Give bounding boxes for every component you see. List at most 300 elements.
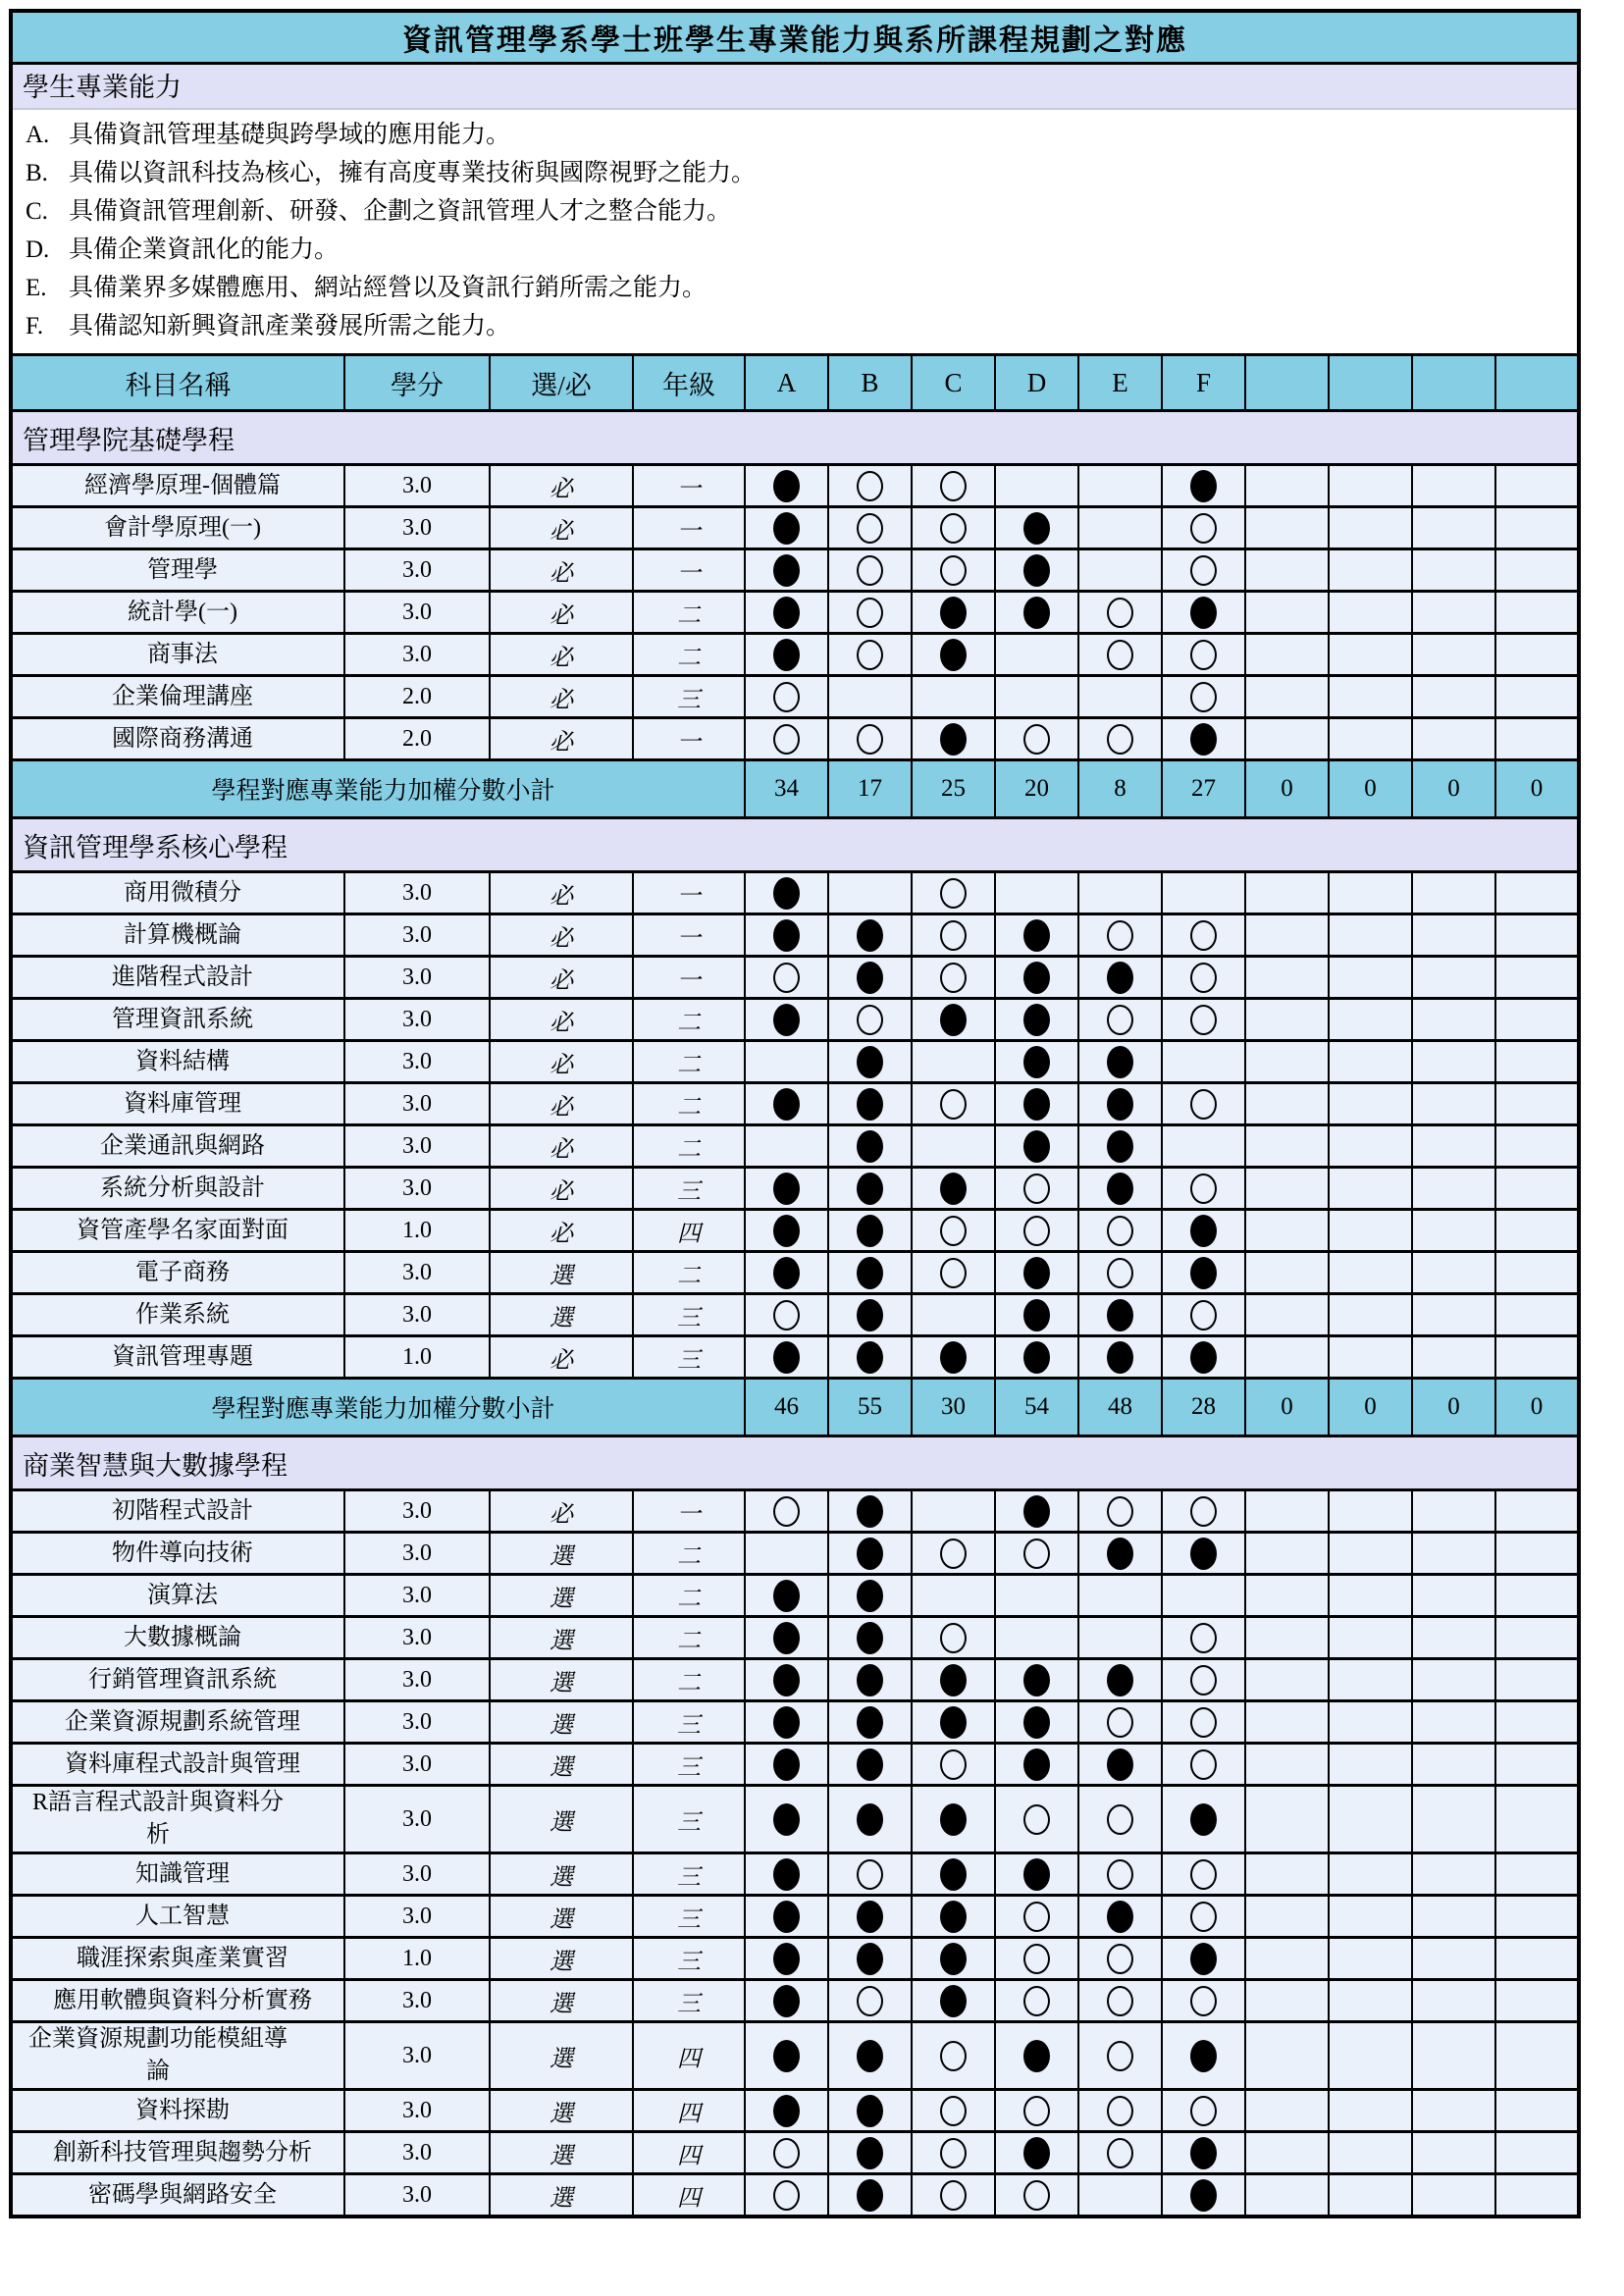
mark-cell (995, 1701, 1078, 1744)
year-cell: 四 (633, 2174, 745, 2218)
mark-cell (1245, 549, 1329, 592)
mark-cell (912, 465, 995, 507)
abilities-row (11, 64, 1579, 355)
subtotal-value-cell: 17 (828, 760, 912, 818)
header-cell-empty (1329, 355, 1412, 411)
mark-hollow-icon (1190, 555, 1217, 586)
mark-filled-icon (1107, 1341, 1133, 1374)
mark-cell (912, 507, 995, 549)
mark-filled-icon (773, 1257, 800, 1289)
mark-hollow-icon (940, 1216, 967, 1246)
ability-text: 具備資訊管理基礎與跨學域的應用能力。 (69, 122, 511, 148)
year-cell: 四 (633, 1210, 745, 1252)
mark-hollow-icon (857, 1859, 883, 1890)
mark-cell (1245, 2022, 1329, 2090)
mark-filled-icon (1107, 1901, 1133, 1933)
mark-cell (1329, 914, 1412, 957)
mark-filled-icon (1190, 2040, 1217, 2072)
mark-cell (995, 507, 1078, 549)
mark-cell (1495, 1125, 1579, 1168)
course-name-cell: 物件導向技術 (11, 1533, 344, 1575)
mark-cell (995, 1786, 1078, 1853)
course-type-cell: 選 (490, 1252, 633, 1294)
mark-cell (1329, 507, 1412, 549)
mark-cell (1412, 1575, 1495, 1617)
mark-cell (1078, 1083, 1162, 1125)
mark-cell (995, 2174, 1078, 2218)
mark-cell (745, 2090, 828, 2132)
credits-cell: 3.0 (344, 1533, 490, 1575)
mark-filled-icon (1023, 962, 1050, 994)
course-type-cell: 選 (490, 1938, 633, 1980)
header-cell-empty (1412, 355, 1495, 411)
ability-letter: A. (26, 122, 50, 148)
mark-filled-icon (1107, 1130, 1133, 1163)
subtotal-value-cell: 27 (1162, 760, 1245, 818)
credits-cell: 3.0 (344, 1252, 490, 1294)
mark-cell (1412, 549, 1495, 592)
mark-cell (828, 1210, 912, 1252)
mark-cell (1162, 676, 1245, 718)
mark-filled-icon (857, 2040, 883, 2072)
mark-hollow-icon (857, 640, 883, 670)
course-type-cell: 選 (490, 1575, 633, 1617)
course-type-cell: 選 (490, 2174, 633, 2218)
mark-cell (1329, 957, 1412, 999)
mark-filled-icon (773, 877, 800, 910)
mark-cell (1495, 634, 1579, 676)
mark-filled-icon (857, 1538, 883, 1570)
mark-hollow-icon (857, 471, 883, 501)
mark-cell (912, 1744, 995, 1786)
course-type-cell: 必 (490, 676, 633, 718)
course-row (11, 999, 1579, 1041)
subtotal-value-cell: 48 (1078, 1379, 1162, 1436)
course-row (11, 1336, 1579, 1379)
course-row (11, 1210, 1579, 1252)
mark-filled-icon (857, 1341, 883, 1374)
mark-cell (995, 999, 1078, 1041)
course-name-cell: 職涯探索與產業實習 (11, 1938, 344, 1980)
course-type-cell: 選 (490, 2022, 633, 2090)
abilities-section (11, 64, 1579, 355)
mark-cell (745, 1336, 828, 1379)
mark-cell (1412, 872, 1495, 914)
course-name-cell: 大數據概論 (11, 1617, 344, 1659)
mark-filled-icon (773, 1985, 800, 2017)
mark-cell (912, 872, 995, 914)
mark-cell (1495, 999, 1579, 1041)
course-name-cell: 進階程式設計 (11, 957, 344, 999)
mark-filled-icon (857, 1943, 883, 1975)
mark-cell (995, 1896, 1078, 1938)
mark-filled-icon (773, 512, 800, 545)
mark-hollow-icon (773, 724, 800, 755)
page-title: 資訊管理學系學士班學生專業能力與系所課程規劃之對應 (11, 11, 1579, 64)
mark-hollow-icon (1023, 1902, 1050, 1932)
mark-cell (1495, 1744, 1579, 1786)
mark-cell (1495, 1336, 1579, 1379)
mark-cell (912, 1659, 995, 1701)
course-name-cell: R語言程式設計與資料分析 (11, 1786, 344, 1853)
mark-cell (1329, 1168, 1412, 1210)
mark-cell (912, 549, 995, 592)
subtotal-value-cell: 0 (1412, 760, 1495, 818)
year-cell: 二 (633, 1083, 745, 1125)
mark-filled-icon (857, 1706, 883, 1739)
mark-cell (1078, 1533, 1162, 1575)
mark-filled-icon (940, 1664, 967, 1696)
mark-filled-icon (1023, 1664, 1050, 1696)
mark-filled-icon (940, 597, 967, 629)
mark-cell (912, 914, 995, 957)
mark-cell (1412, 1083, 1495, 1125)
mark-cell (1245, 634, 1329, 676)
section-header-row (11, 1436, 1579, 1490)
header-cell-ability-A: A (745, 355, 828, 411)
mark-cell (1412, 676, 1495, 718)
mark-cell (995, 957, 1078, 999)
mark-cell (1329, 999, 1412, 1041)
mark-cell (1495, 1617, 1579, 1659)
mark-cell (1329, 1853, 1412, 1896)
mark-cell (828, 1252, 912, 1294)
mark-cell (828, 2022, 912, 2090)
mark-cell (1412, 999, 1495, 1041)
mark-cell (745, 634, 828, 676)
mark-cell (912, 1853, 995, 1896)
ability-text: 具備業界多媒體應用、網站經營以及資訊行銷所需之能力。 (69, 275, 707, 301)
mark-hollow-icon (940, 2041, 967, 2071)
mark-hollow-icon (1107, 598, 1133, 628)
mark-cell (745, 676, 828, 718)
mark-cell (1245, 676, 1329, 718)
mark-cell (1329, 1041, 1412, 1083)
mark-cell (1078, 872, 1162, 914)
mark-hollow-icon (1107, 2138, 1133, 2168)
credits-cell: 3.0 (344, 1659, 490, 1701)
year-cell: 二 (633, 1617, 745, 1659)
mark-cell (912, 1294, 995, 1336)
header-cell-ability-D: D (995, 355, 1078, 411)
course-type-cell: 選 (490, 1294, 633, 1336)
mark-cell (995, 1744, 1078, 1786)
mark-filled-icon (1023, 1299, 1050, 1331)
year-cell: 一 (633, 872, 745, 914)
mark-filled-icon (773, 1664, 800, 1696)
course-type-cell: 選 (490, 1896, 633, 1938)
course-name-cell: 計算機概論 (11, 914, 344, 957)
mark-cell (912, 1210, 995, 1252)
mark-hollow-icon (940, 1539, 967, 1569)
course-name-cell: 國際商務溝通 (11, 718, 344, 760)
header-cell-credits: 學分 (344, 355, 490, 411)
mark-cell (828, 1896, 912, 1938)
mark-cell (745, 1490, 828, 1533)
mark-cell (912, 1252, 995, 1294)
mark-hollow-icon (1190, 1859, 1217, 1890)
mark-cell (1412, 634, 1495, 676)
mark-hollow-icon (1190, 640, 1217, 670)
mark-cell (828, 872, 912, 914)
mark-hollow-icon (1107, 2041, 1133, 2071)
mark-filled-icon (773, 554, 800, 587)
mark-cell (1162, 1336, 1245, 1379)
subtotal-row (11, 760, 1579, 818)
mark-cell (828, 1938, 912, 1980)
table-header-row (11, 355, 1579, 411)
mark-cell (1495, 1041, 1579, 1083)
mark-hollow-icon (1190, 1005, 1217, 1035)
mark-filled-icon (857, 1580, 883, 1612)
mark-cell (1162, 1659, 1245, 1701)
credits-cell: 3.0 (344, 2174, 490, 2218)
course-name-cell: 資料探勘 (11, 2090, 344, 2132)
mark-cell (995, 1210, 1078, 1252)
year-cell: 一 (633, 507, 745, 549)
course-row (11, 1490, 1579, 1533)
mark-cell (1078, 2174, 1162, 2218)
mark-cell (912, 2090, 995, 2132)
course-type-cell: 選 (490, 1617, 633, 1659)
mark-hollow-icon (1190, 1749, 1217, 1780)
mark-cell (1245, 1659, 1329, 1701)
year-cell: 一 (633, 1490, 745, 1533)
mark-cell (1162, 1168, 1245, 1210)
mark-hollow-icon (1023, 1944, 1050, 1974)
mark-cell (1412, 507, 1495, 549)
year-cell: 三 (633, 676, 745, 718)
mark-cell (1078, 2132, 1162, 2174)
mark-cell (1412, 1701, 1495, 1744)
subtotal-value-cell: 28 (1162, 1379, 1245, 1436)
mark-cell (1412, 1744, 1495, 1786)
mark-filled-icon (857, 1173, 883, 1205)
course-name-cell: 資料結構 (11, 1041, 344, 1083)
mark-cell (1329, 1083, 1412, 1125)
mark-cell (912, 1617, 995, 1659)
mark-cell (1412, 1125, 1495, 1168)
mark-cell (1245, 1744, 1329, 1786)
mark-cell (745, 1701, 828, 1744)
header-cell-ability-B: B (828, 355, 912, 411)
mark-cell (912, 2022, 995, 2090)
credits-cell: 1.0 (344, 1210, 490, 1252)
mark-cell (828, 1490, 912, 1533)
mark-cell (912, 1168, 995, 1210)
mark-hollow-icon (857, 555, 883, 586)
mark-cell (1412, 2090, 1495, 2132)
mark-cell (828, 1041, 912, 1083)
mark-cell (912, 1980, 995, 2022)
mark-filled-icon (857, 1622, 883, 1654)
mark-filled-icon (1023, 919, 1050, 952)
mark-filled-icon (1107, 962, 1133, 994)
header-cell-ability-C: C (912, 355, 995, 411)
course-name-cell: 創新科技管理與趨勢分析 (11, 2132, 344, 2174)
ability-letter: C. (26, 198, 48, 225)
mark-cell (1412, 718, 1495, 760)
mark-cell (1245, 2090, 1329, 2132)
course-type-cell: 必 (490, 465, 633, 507)
mark-hollow-icon (1107, 1216, 1133, 1246)
mark-cell (912, 1938, 995, 1980)
mark-cell (1245, 914, 1329, 957)
year-cell: 三 (633, 1168, 745, 1210)
mark-cell (745, 1980, 828, 2022)
mark-filled-icon (857, 1046, 883, 1078)
course-name-cell: 企業資源規劃功能模組導論 (11, 2022, 344, 2090)
course-name-cell: 資料庫管理 (11, 1083, 344, 1125)
mark-filled-icon (940, 639, 967, 671)
course-name-cell: 人工智慧 (11, 1896, 344, 1938)
mark-cell (745, 1125, 828, 1168)
mark-hollow-icon (1023, 724, 1050, 755)
course-type-cell: 必 (490, 1041, 633, 1083)
course-name-cell: 商事法 (11, 634, 344, 676)
mark-filled-icon (940, 1173, 967, 1205)
mark-cell (1412, 1659, 1495, 1701)
year-cell: 四 (633, 2132, 745, 2174)
mark-cell (1162, 465, 1245, 507)
mark-cell (1412, 592, 1495, 634)
curriculum-table (9, 9, 1581, 2218)
credits-cell: 3.0 (344, 1617, 490, 1659)
mark-cell (745, 507, 828, 549)
mark-hollow-icon (940, 878, 967, 909)
year-cell: 一 (633, 914, 745, 957)
course-type-cell: 必 (490, 872, 633, 914)
mark-filled-icon (773, 597, 800, 629)
mark-cell (828, 1575, 912, 1617)
mark-cell (995, 1533, 1078, 1575)
mark-cell (1495, 1210, 1579, 1252)
mark-cell (828, 914, 912, 957)
mark-cell (1495, 549, 1579, 592)
mark-cell (1162, 1125, 1245, 1168)
mark-hollow-icon (1023, 2096, 1050, 2126)
mark-cell (1412, 1617, 1495, 1659)
mark-cell (1162, 592, 1245, 634)
credits-cell: 3.0 (344, 1896, 490, 1938)
course-type-cell: 必 (490, 1125, 633, 1168)
mark-cell (745, 1294, 828, 1336)
mark-cell (1078, 549, 1162, 592)
mark-cell (1495, 2022, 1579, 2090)
course-row (11, 1853, 1579, 1896)
mark-cell (828, 1744, 912, 1786)
mark-cell (1245, 465, 1329, 507)
mark-cell (1412, 465, 1495, 507)
mark-cell (995, 676, 1078, 718)
mark-cell (1495, 1533, 1579, 1575)
ability-letter: E. (26, 275, 47, 301)
ability-item (13, 116, 1577, 154)
subtotal-value-cell: 25 (912, 760, 995, 818)
mark-filled-icon (1023, 1088, 1050, 1121)
mark-cell (1245, 507, 1329, 549)
subtotal-value-cell: 0 (1495, 760, 1579, 818)
mark-cell (1078, 914, 1162, 957)
mark-filled-icon (1023, 2040, 1050, 2072)
mark-cell (1245, 2132, 1329, 2174)
mark-cell (1329, 1659, 1412, 1701)
subtotal-value-cell: 0 (1329, 1379, 1412, 1436)
mark-filled-icon (773, 1088, 800, 1121)
mark-hollow-icon (1023, 1174, 1050, 1204)
mark-cell (1078, 2090, 1162, 2132)
mark-cell (1495, 676, 1579, 718)
mark-cell (1245, 1294, 1329, 1336)
mark-hollow-icon (1190, 1174, 1217, 1204)
mark-cell (1412, 1490, 1495, 1533)
mark-filled-icon (1023, 1004, 1050, 1036)
mark-cell (828, 549, 912, 592)
mark-cell (1162, 507, 1245, 549)
course-name-cell: 資料庫程式設計與管理 (11, 1744, 344, 1786)
credits-cell: 3.0 (344, 999, 490, 1041)
mark-hollow-icon (857, 598, 883, 628)
year-cell: 二 (633, 1041, 745, 1083)
year-cell: 二 (633, 1659, 745, 1701)
mark-cell (745, 999, 828, 1041)
mark-cell (1078, 718, 1162, 760)
mark-filled-icon (773, 1943, 800, 1975)
course-type-cell: 選 (490, 1659, 633, 1701)
mark-hollow-icon (1023, 1804, 1050, 1835)
course-row (11, 592, 1579, 634)
mark-filled-icon (773, 1580, 800, 1612)
course-type-cell: 選 (490, 2090, 633, 2132)
course-type-cell: 選 (490, 2132, 633, 2174)
mark-cell (1329, 676, 1412, 718)
mark-cell (995, 1083, 1078, 1125)
year-cell: 一 (633, 549, 745, 592)
mark-cell (745, 465, 828, 507)
mark-cell (1329, 872, 1412, 914)
mark-cell (1495, 2090, 1579, 2132)
course-type-cell: 必 (490, 1336, 633, 1379)
mark-filled-icon (940, 1943, 967, 1975)
mark-cell (1162, 1252, 1245, 1294)
course-row (11, 1938, 1579, 1980)
mark-cell (1495, 1853, 1579, 1896)
mark-cell (1078, 2022, 1162, 2090)
subtotal-row (11, 1379, 1579, 1436)
mark-cell (1078, 1659, 1162, 1701)
course-row (11, 1786, 1579, 1853)
mark-hollow-icon (857, 1005, 883, 1035)
mark-filled-icon (1023, 1748, 1050, 1781)
mark-filled-icon (1190, 2137, 1217, 2169)
mark-hollow-icon (857, 1986, 883, 2016)
mark-cell (828, 1168, 912, 1210)
mark-filled-icon (773, 1622, 800, 1654)
header-cell-empty (1245, 355, 1329, 411)
mark-cell (1162, 1786, 1245, 1853)
course-row (11, 1125, 1579, 1168)
mark-filled-icon (1190, 1803, 1217, 1836)
mark-hollow-icon (1107, 1986, 1133, 2016)
credits-cell: 3.0 (344, 1083, 490, 1125)
course-name-cell: 企業倫理講座 (11, 676, 344, 718)
mark-cell (912, 999, 995, 1041)
mark-cell (1412, 1896, 1495, 1938)
mark-cell (745, 1938, 828, 1980)
header-cell-type: 選/必 (490, 355, 633, 411)
mark-hollow-icon (1107, 1944, 1133, 1974)
mark-cell (1495, 1294, 1579, 1336)
